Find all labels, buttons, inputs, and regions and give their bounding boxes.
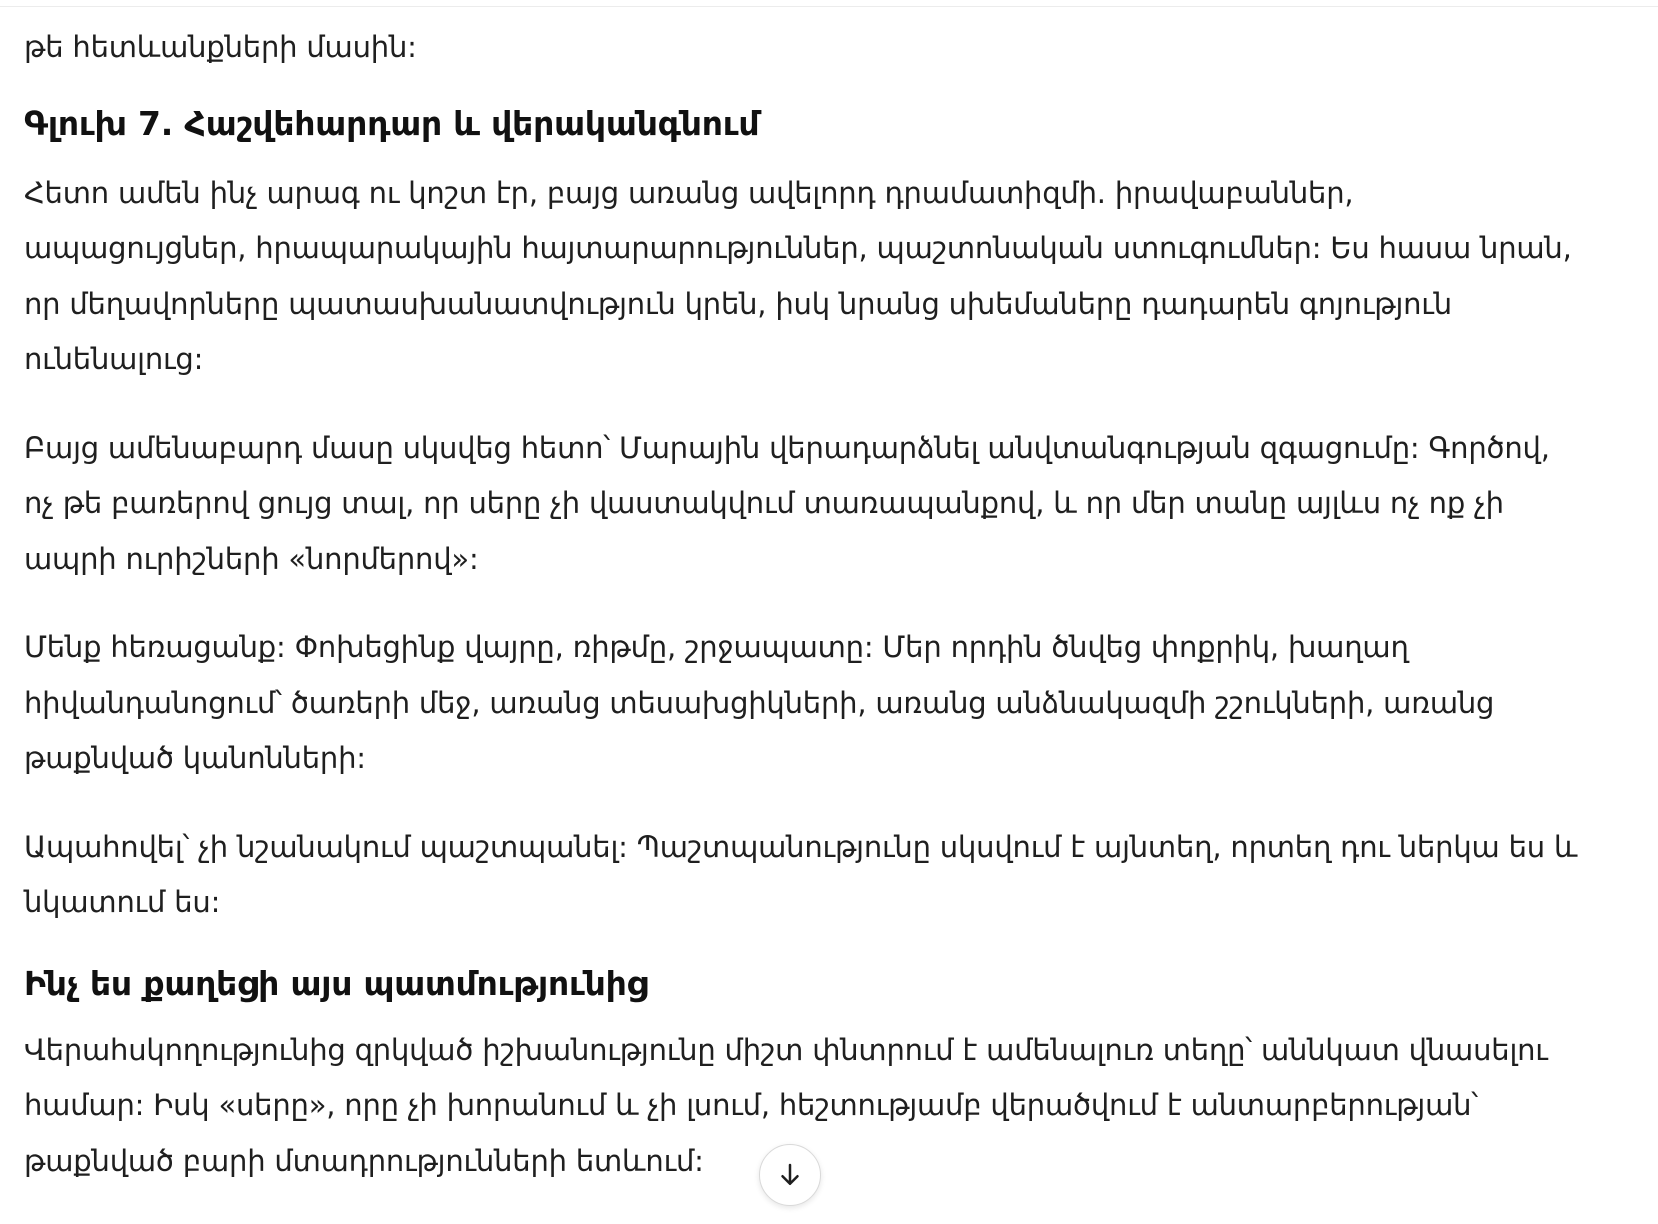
lessons-heading: Ինչ ես քաղեցի այս պատմությունից [24,963,648,1003]
chapter-7-heading: Գլուխ 7. Հաշվեհարդար և վերականգնում [24,103,760,143]
paragraph-safety: Բայց ամենաբարդ մասը սկսվեց հետո՝ Մարային վերադարձնել անվտանգության զգացումը: Գործով, ոչ թե բառերով ցույց տալ, որ սերը չի վաստակվում տառապանքով, և որ մեր տանը այլևս ոչ ոք չի ապրի ուրիշների «նորմերով»: [24,430,1550,576]
paragraph-lessons: Վերահսկողությունից զրկված իշխանությունը միշտ փնտրում է ամենալուռ տեղը՝ աննկատ վնասելու համար: Իսկ «սերը», որը չի խորանում և չի լսում, հեշտությամբ վերածվում է անտարբերության՝ թաքնված բարի մտադրությունների ետևում: [24,1032,1548,1178]
article-content [24,20,1584,1189]
paragraph-previous-end: թե հետևանքների մասին: [24,30,417,64]
paragraph-reckoning: Հետո ամեն ինչ արագ ու կոշտ էր, բայց առանց ավելորդ դրամատիզմի. իրավաբաններ, ապացույցներ, հրապարակային հայտարարություններ, պաշտոնական ստուգումներ: Ես հասա նրան, որ մեղավորները պատասխանատվություն կրեն, իսկ նրանց սխեմաները դադարեն գոյություն ունենալուց: [24,175,1572,376]
paragraph-protection: Ապահովել՝ չի նշանակում պաշտպանել: Պաշտպանությունը սկսվում է այնտեղ, որտեղ դու ներկա ես և նկատում ես: [24,829,1578,919]
top-divider [0,6,1658,7]
paragraph-moved-away: Մենք հեռացանք: Փոխեցինք վայրը, ռիթմը, շրջապատը: Մեր որդին ծնվեց փոքրիկ, խաղաղ հիվանդանոցում՝ ծառերի մեջ, առանց տեսախցիկների, առանց անձնակազմի շշուկների, առանց թաքնված կանոնների: [24,630,1495,775]
arrow-down-icon [775,1160,805,1190]
scroll-to-bottom-button[interactable] [759,1144,821,1206]
